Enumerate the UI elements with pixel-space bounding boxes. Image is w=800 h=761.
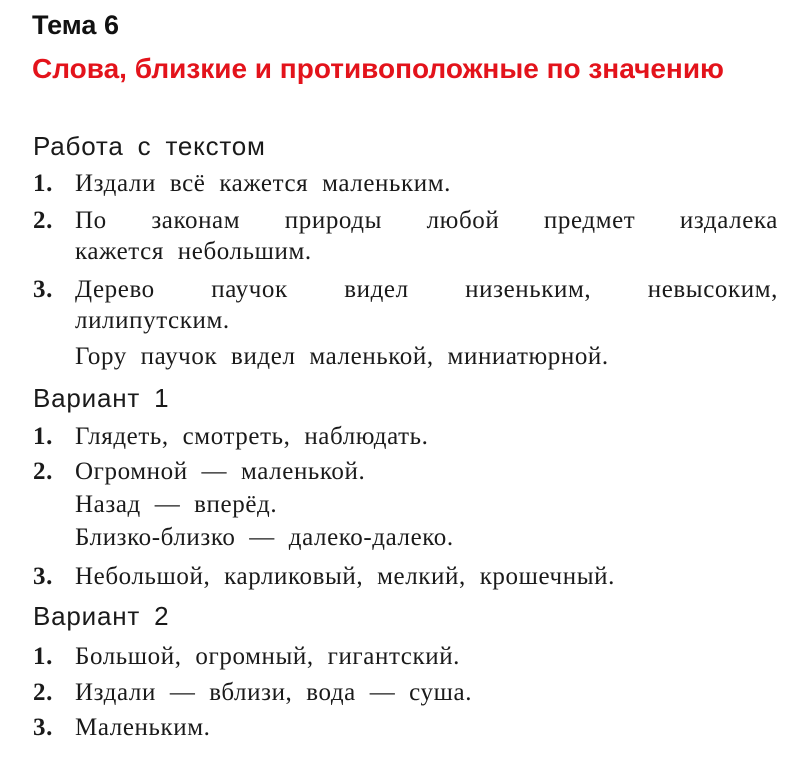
section-heading-text-work: Работа с текстом [33, 131, 266, 161]
item-text: Глядеть, смотреть, наблюдать. [75, 423, 429, 450]
item-number: 3. [33, 714, 53, 741]
list-item [33, 168, 778, 199]
item-text: Издали — вблизи, вода — суша. [75, 679, 473, 706]
item-text: Большой, огромный, гигантский. [75, 643, 461, 670]
item-number: 3. [33, 276, 53, 303]
list-item [33, 561, 778, 592]
item-text: Дерево паучок видел низеньким, невысоким, [75, 276, 778, 303]
topic-number: Тема 6 [32, 10, 119, 40]
item-text-continued: Гору паучок видел маленькой, миниатюрной. [75, 343, 609, 370]
item-number: 2. [33, 207, 53, 234]
item-text: Издали всё кажется маленьким. [75, 170, 452, 197]
item-number: 2. [33, 458, 53, 485]
item-text: Огромной — маленькой. [75, 458, 366, 485]
item-number: 1. [33, 423, 53, 450]
item-text-continued: Близко-близко — далеко-далеко. [75, 524, 454, 551]
list-item [33, 456, 778, 553]
item-text: Небольшой, карликовый, мелкий, крошечный. [75, 563, 615, 590]
item-number: 3. [33, 563, 53, 590]
list-item [33, 677, 778, 708]
topic-title: Слова, близкие и противоположные по значению [32, 53, 724, 84]
item-text: Маленьким. [75, 714, 211, 741]
item-number: 2. [33, 679, 53, 706]
list-item [33, 274, 778, 372]
item-text-continued: Назад — вперёд. [75, 491, 278, 518]
section-heading-variant-1: Вариант 1 [33, 383, 170, 413]
item-text: По законам природы любой предмет издалека [75, 207, 778, 234]
item-number: 1. [33, 643, 53, 670]
list-item [33, 641, 778, 672]
item-text-continued: кажется небольшим. [75, 238, 312, 265]
item-text-continued: лилипутским. [75, 307, 230, 334]
list-item [33, 421, 778, 452]
list-item [33, 712, 778, 743]
section-heading-variant-2: Вариант 2 [33, 601, 170, 631]
item-number: 1. [33, 170, 53, 197]
list-item [33, 205, 778, 267]
